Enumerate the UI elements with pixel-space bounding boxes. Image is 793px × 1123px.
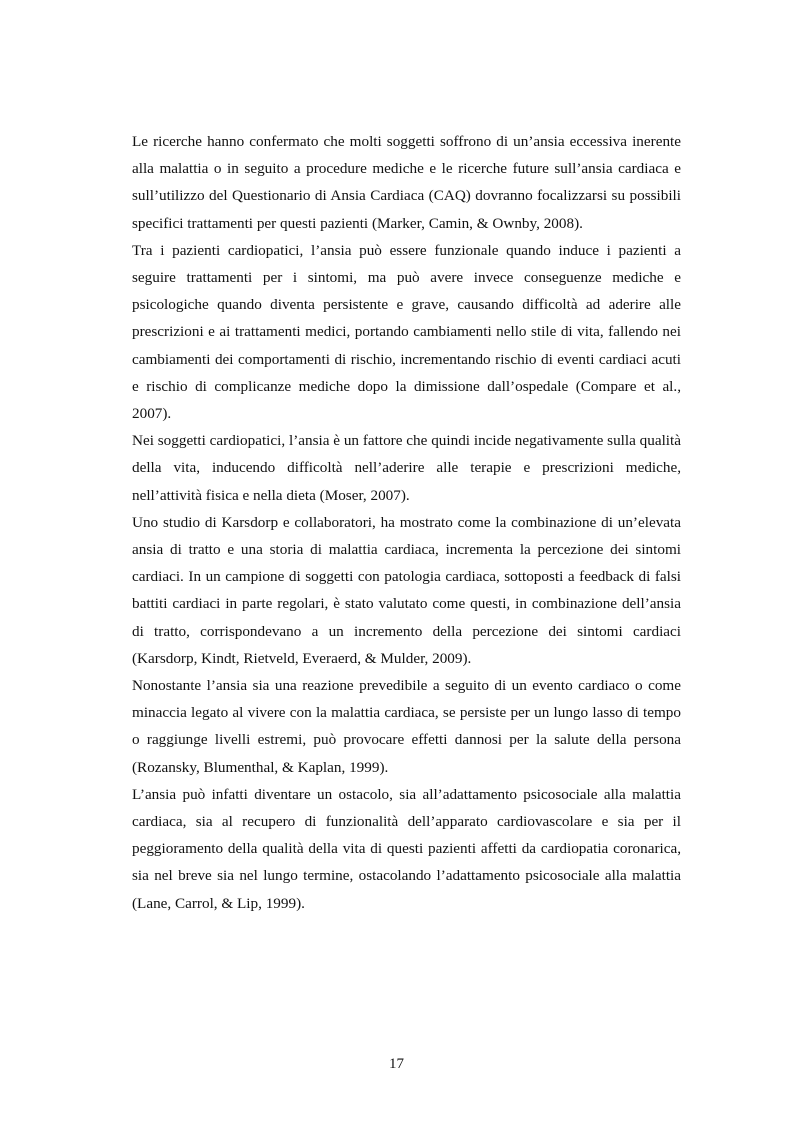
paragraph-3: Nei soggetti cardiopatici, l’ansia è un fattore che quindi incide negativamente sulla qualità della vita, inducendo difficoltà nell’aderire alle terapie e prescrizioni mediche, nell’attività fisica e nella dieta (Moser, 2007). (132, 432, 681, 504)
page-body (132, 128, 681, 917)
paragraph-5: Nonostante l’ansia sia una reazione prevedibile a seguito di un evento cardiaco o come minaccia legato al vivere con la malattia cardiaca, se persiste per un lungo lasso di tempo o raggiunge livelli estremi, può provocare effetti dannosi per la salute della persona (Rozansky, Blumenthal, & Kaplan, 1999). (132, 677, 681, 776)
paragraph-4: Uno studio di Karsdorp e collaboratori, ha mostrato come la combinazione di un’elevata ansia di tratto e una storia di malattia cardiaca, incrementa la percezione dei sintomi cardiaci. In un campione di soggetti con patologia cardiaca, sottoposti a feedback di falsi battiti cardiaci in parte regolari, è stato valutato come questi, in combinazione dell’ansia di tratto, corrispondevano a un incremento della percezione dei sintomi cardiaci (Karsdorp, Kindt, Rietveld, Everaerd, & Mulder, 2009). (132, 513, 681, 667)
paragraph-1: Le ricerche hanno confermato che molti soggetti soffrono di un’ansia eccessiva inerente alla malattia o in seguito a procedure mediche e le ricerche future sull’ansia cardiaca e sull’utilizzo del Questionario di Ansia Cardiaca (CAQ) dovranno focalizzarsi su possibili specifici trattamenti per questi pazienti (Marker, Camin, & Ownby, 2008). (132, 133, 681, 232)
paragraph-6: L’ansia può infatti diventare un ostacolo, sia all’adattamento psicosociale alla malattia cardiaca, sia al recupero di funzionalità dell’apparato cardiovascolare e sia per il peggioramento della qualità della vita di questi pazienti affetti da cardiopatia coronarica, sia nel breve sia nel lungo termine, ostacolando l’adattamento psicosociale alla malattia (Lane, Carrol, & Lip, 1999). (132, 785, 681, 912)
paragraph-2: Tra i pazienti cardiopatici, l’ansia può essere funzionale quando induce i pazienti a seguire trattamenti per i sintomi, ma può avere invece conseguenze mediche e psicologiche quando diventa persistente e grave, causando difficoltà ad aderire alle prescrizioni e ai trattamenti medici, portando cambiamenti nello stile di vita, fallendo nei cambiamenti dei comportamenti di rischio, incrementando rischio di eventi cardiaci acuti e rischio di complicanze mediche dopo la dimissione dall’ospedale (Compare et al., 2007). (132, 241, 681, 423)
page-number: 17 (389, 1056, 404, 1072)
